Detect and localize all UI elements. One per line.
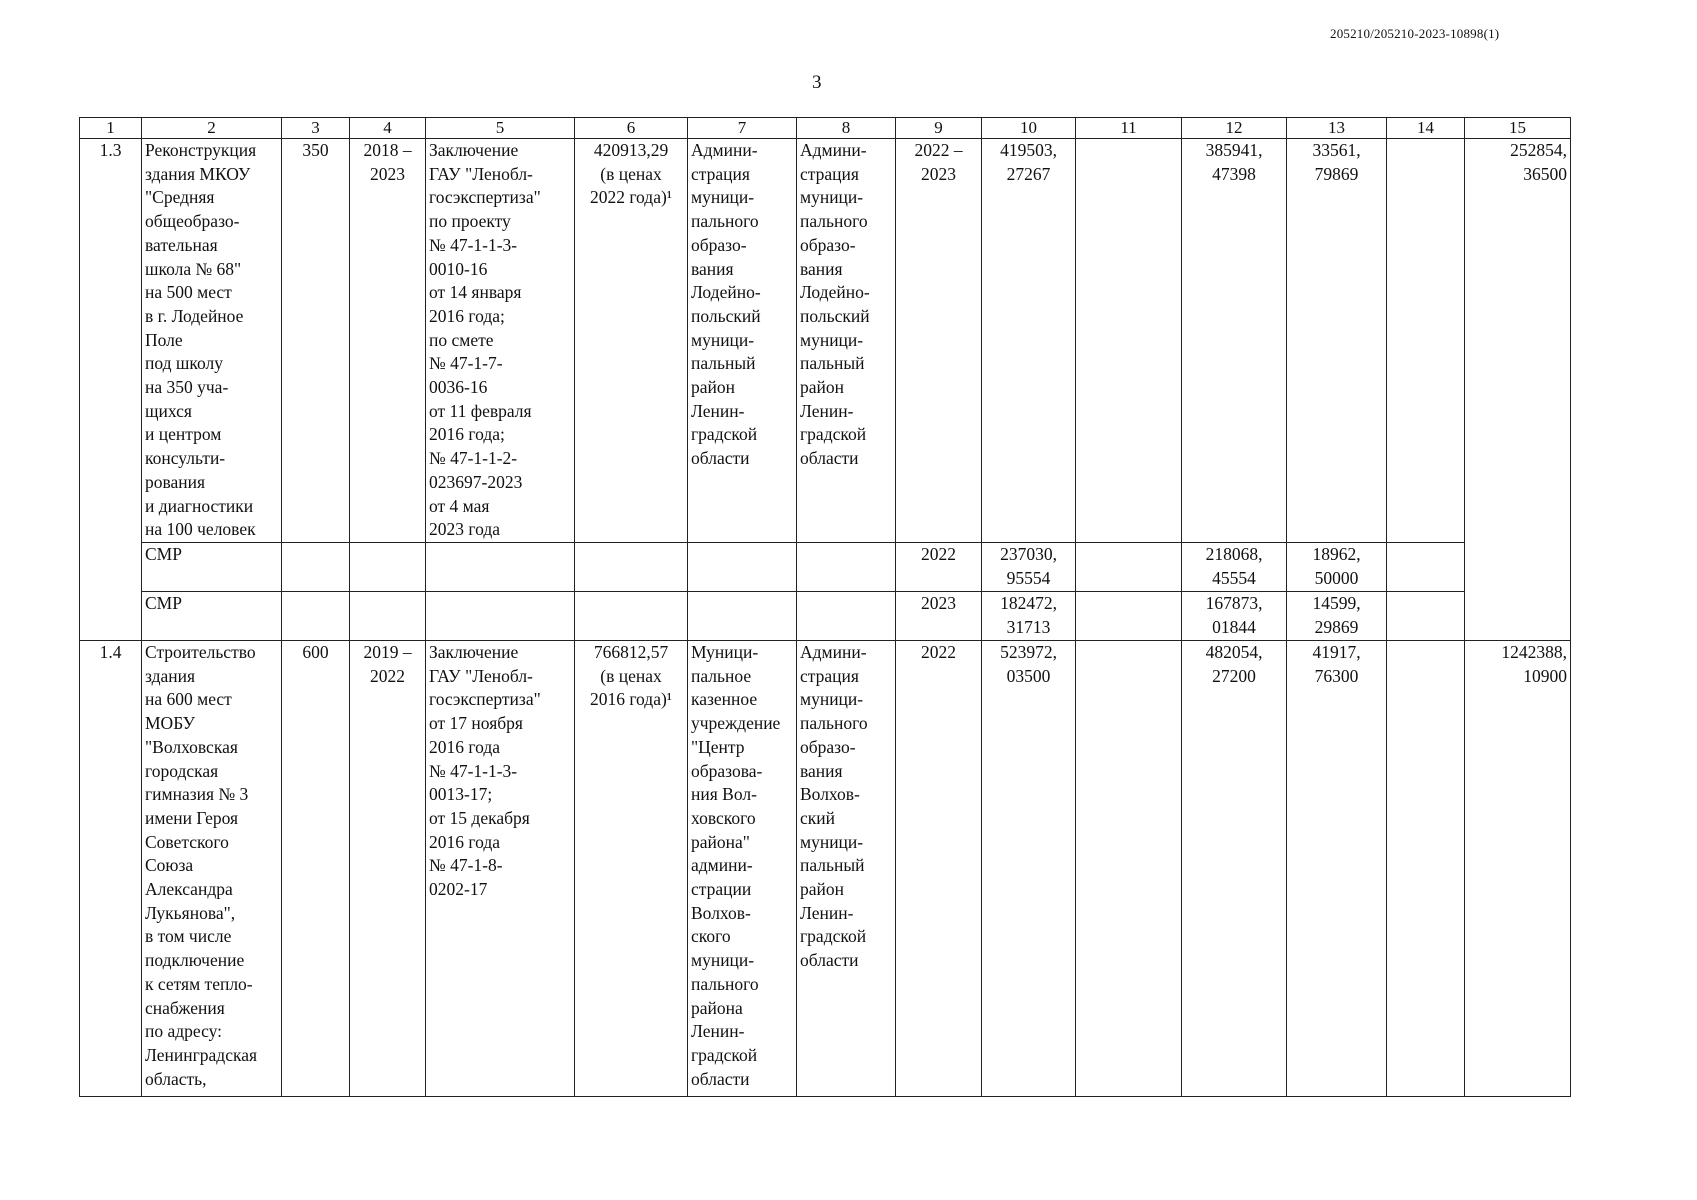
empty-cell <box>797 543 896 592</box>
col-12-value: 385941, 47398 <box>1182 139 1287 543</box>
col-header: 12 <box>1182 118 1287 139</box>
estimated-cost: 420913,29 (в ценах 2022 года)¹ <box>575 139 688 543</box>
investment-table <box>79 117 1571 1097</box>
col-header: 5 <box>426 118 575 139</box>
smr-label: СМР <box>142 592 282 641</box>
empty-cell <box>350 592 426 641</box>
table-row <box>80 543 1571 592</box>
column-number-row <box>80 118 1571 139</box>
col-11-value <box>1076 139 1182 543</box>
col-header: 3 <box>282 118 350 139</box>
col-header: 11 <box>1076 118 1182 139</box>
capacity: 350 <box>282 139 350 543</box>
empty-cell <box>426 592 575 641</box>
customer: Муници- пальное казенное учреждение "Центр образова- ния Вол- ховского района" админи- страции Волхов- ского муници- пального района Ленин- градской области <box>688 641 797 1097</box>
total-amount: 419503, 27267 <box>982 139 1076 543</box>
table-row <box>80 641 1571 1097</box>
col-header: 2 <box>142 118 282 139</box>
col-14-value <box>1387 641 1465 1097</box>
empty-cell <box>350 543 426 592</box>
financing-years: 2022 <box>896 641 982 1097</box>
col-header: 9 <box>896 118 982 139</box>
col-14-value <box>1387 139 1465 543</box>
empty-cell <box>575 592 688 641</box>
construction-period: 2018 – 2023 <box>350 139 426 543</box>
col-15-value: 1242388, 10900 <box>1465 641 1571 1097</box>
smr-year: 2023 <box>896 592 982 641</box>
smr-label: СМР <box>142 543 282 592</box>
empty-cell <box>688 543 797 592</box>
empty-cell <box>1387 592 1465 641</box>
object-name: Строительство здания на 600 мест МОБУ "Волховская городская гимназия № 3 имени Героя Советского Союза Александра Лукьянова", в том числе подключение к сетям тепло- снабжения по адресу: Ленинградская область, <box>142 641 282 1097</box>
col-15-value: 252854, 36500 <box>1465 139 1571 641</box>
col-12-value: 482054, 27200 <box>1182 641 1287 1097</box>
document-id: 205210/205210-2023-10898(1) <box>1330 26 1500 41</box>
empty-cell <box>282 592 350 641</box>
col-header: 4 <box>350 118 426 139</box>
customer: Админи- страция муници- пального образо- вания Лодейно- польский муници- пальный район Ленин- градской области <box>688 139 797 543</box>
empty-cell <box>575 543 688 592</box>
empty-cell <box>1076 543 1182 592</box>
smr-col-13: 18962, 50000 <box>1287 543 1387 592</box>
total-amount: 523972, 03500 <box>982 641 1076 1097</box>
object-name: Реконструкция здания МКОУ "Средняя общеобразо- вательная школа № 68" на 500 мест в г. Лодейное Поле под школу на 350 уча- щихся и центром консульти- рования и диагностики на 100 человек <box>142 139 282 543</box>
col-header: 6 <box>575 118 688 139</box>
financing-years: 2022 – 2023 <box>896 139 982 543</box>
capacity: 600 <box>282 641 350 1097</box>
owner: Админи- страция муници- пального образо- вания Волхов- ский муници- пальный район Ленин- градской области <box>797 641 896 1097</box>
col-header: 14 <box>1387 118 1465 139</box>
col-header: 8 <box>797 118 896 139</box>
col-header: 1 <box>80 118 142 139</box>
smr-total: 182472, 31713 <box>982 592 1076 641</box>
page-number: 3 <box>812 72 822 93</box>
empty-cell <box>282 543 350 592</box>
estimated-cost: 766812,57 (в ценах 2016 года)¹ <box>575 641 688 1097</box>
empty-cell <box>426 543 575 592</box>
expertise-conclusion: Заключение ГАУ "Ленобл- госэкспертиза" от 17 ноября 2016 года № 47-1-1-3- 0013-17; от 15 декабря 2016 года № 47-1-8- 0202-17 <box>426 641 575 1097</box>
empty-cell <box>1387 543 1465 592</box>
col-13-value: 41917, 76300 <box>1287 641 1387 1097</box>
col-header: 13 <box>1287 118 1387 139</box>
empty-cell <box>797 592 896 641</box>
construction-period: 2019 – 2022 <box>350 641 426 1097</box>
col-header: 15 <box>1465 118 1571 139</box>
smr-total: 237030, 95554 <box>982 543 1076 592</box>
row-number: 1.3 <box>80 139 142 641</box>
col-header: 10 <box>982 118 1076 139</box>
table-row <box>80 139 1571 543</box>
smr-col-12: 218068, 45554 <box>1182 543 1287 592</box>
empty-cell <box>1076 592 1182 641</box>
smr-col-13: 14599, 29869 <box>1287 592 1387 641</box>
expertise-conclusion: Заключение ГАУ "Ленобл- госэкспертиза" по проекту № 47-1-1-3- 0010-16 от 14 января 2016 года; по смете № 47-1-7- 0036-16 от 11 февраля 2016 года; № 47-1-1-2- 023697-2023 от 4 мая 2023 года <box>426 139 575 543</box>
smr-col-12: 167873, 01844 <box>1182 592 1287 641</box>
table-row <box>80 592 1571 641</box>
col-11-value <box>1076 641 1182 1097</box>
col-13-value: 33561, 79869 <box>1287 139 1387 543</box>
row-number: 1.4 <box>80 641 142 1097</box>
smr-year: 2022 <box>896 543 982 592</box>
col-header: 7 <box>688 118 797 139</box>
empty-cell <box>688 592 797 641</box>
owner: Админи- страция муници- пального образо- вания Лодейно- польский муници- пальный район Ленин- градской области <box>797 139 896 543</box>
